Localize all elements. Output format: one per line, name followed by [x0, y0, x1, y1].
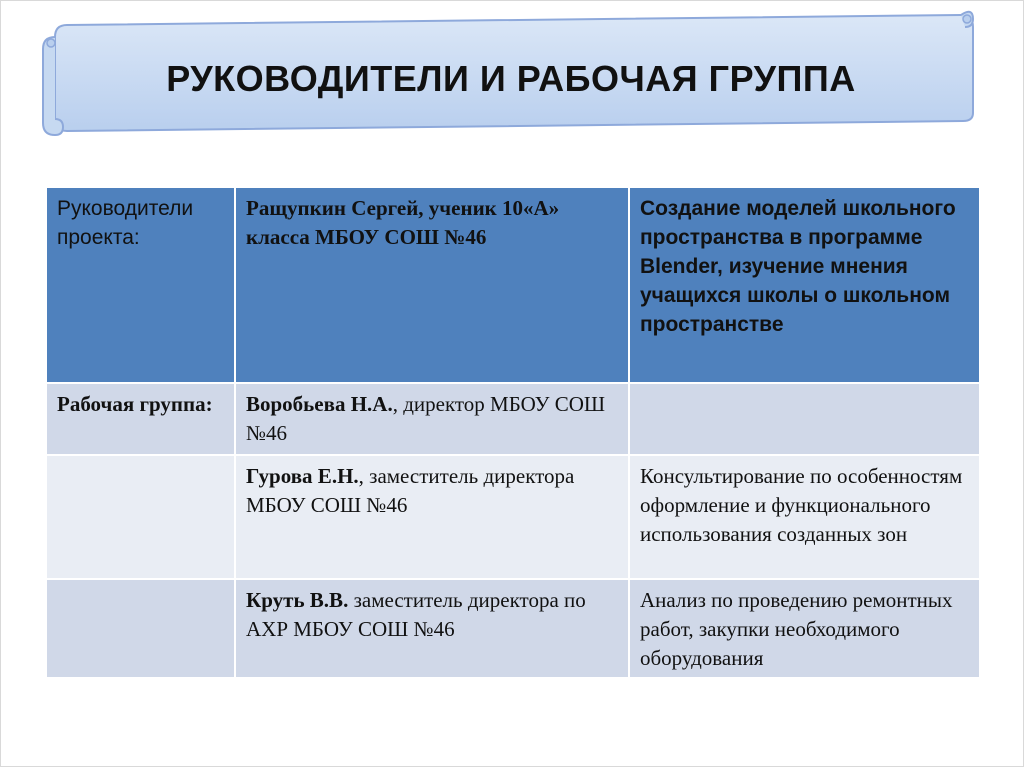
person-position: , директор МБОУ СОШ №46 [246, 392, 606, 445]
table-cell-task: Анализ по проведению ремонтных работ, закупки необходимого оборудования [629, 579, 979, 678]
page-title: РУКОВОДИТЕЛИ И РАБОЧАЯ ГРУППА [166, 58, 856, 99]
table-cell-person [235, 188, 629, 383]
person-position: , заместитель директора МБОУ СОШ №46 [246, 464, 575, 517]
title-banner [41, 9, 981, 139]
table-cell-task: Создание моделей школьного пространства в программе Blender, изучение мнения учащихся школы о школьном пространстве [629, 188, 979, 383]
team-table [47, 188, 979, 679]
person-name: Круть В.В. [246, 588, 349, 612]
table-cell-task [629, 383, 979, 455]
table-cell-role [47, 455, 235, 579]
person-name: Гурова Е.Н. [246, 464, 359, 488]
table-row [47, 579, 979, 678]
table-cell-role: Руководители проекта: [47, 188, 235, 383]
table-row [47, 455, 979, 579]
table-cell-person [235, 579, 629, 678]
table-cell-role [47, 579, 235, 678]
table-row [47, 188, 979, 383]
table-row [47, 383, 979, 455]
table-cell-task: Консультирование по особенностям оформление и функционального использования созданных зон [629, 455, 979, 579]
table-cell-person [235, 455, 629, 579]
person-position: заместитель директора по АХР МБОУ СОШ №46 [246, 588, 586, 641]
table-cell-role: Рабочая группа: [47, 383, 235, 455]
table-cell-person [235, 383, 629, 455]
person-name: Воробьева Н.А. [246, 392, 393, 416]
person-name: Ращупкин Сергей, ученик 10«А» класса МБОУ СОШ №46 [246, 196, 560, 249]
